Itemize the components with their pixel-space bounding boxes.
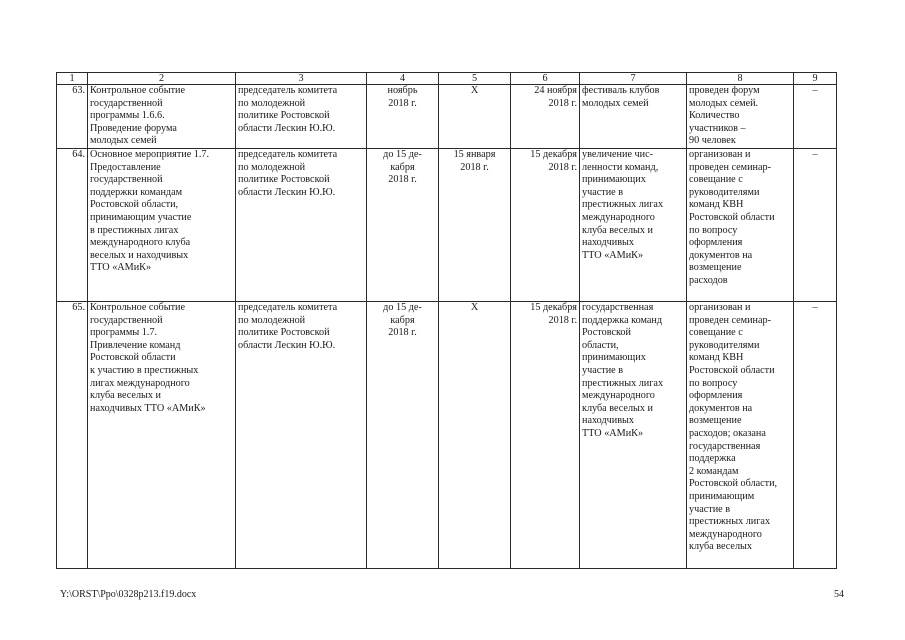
column-header: 8 (687, 73, 794, 85)
expected-result-cell: фестиваль клубов молодых семей (580, 85, 687, 149)
actual-result-cell: организован и проведен семинар- совещание с руководителями команд КВН Ростовской области по вопросу оформления документов на возмещение расходов (687, 149, 794, 302)
responsible-cell: председатель комитета по молодежной политике Ростовской области Лескин Ю.Ю. (236, 149, 367, 302)
column-header: 5 (439, 73, 511, 85)
footer-file-path: Y:\ORST\Ppo\0328p213.f19.docx (60, 589, 197, 600)
note-cell: – (794, 85, 837, 149)
row-number: 64. (57, 149, 88, 302)
start-date-cell: X (439, 302, 511, 569)
start-date-cell: X (439, 85, 511, 149)
column-header: 1 (57, 73, 88, 85)
row-number: 63. (57, 85, 88, 149)
report-table (56, 72, 837, 569)
end-date-cell: 24 ноября 2018 г. (511, 85, 580, 149)
actual-result-cell: организован и проведен семинар- совещание с руководителями команд КВН Ростовской области по вопросу оформления документов на возмещение расходов; оказана государственная поддержка 2 командам Ростовской области, принимающим участие в престижных лигах международного клуба веселых (687, 302, 794, 569)
table-header-row (57, 73, 837, 85)
note-cell: – (794, 149, 837, 302)
actual-result-cell: проведен форум молодых семей. Количество участников – 90 человек (687, 85, 794, 149)
column-header: 3 (236, 73, 367, 85)
column-header: 4 (367, 73, 439, 85)
plan-date-cell: до 15 де- кабря 2018 г. (367, 149, 439, 302)
table-row (57, 149, 837, 302)
column-header: 2 (88, 73, 236, 85)
column-header: 6 (511, 73, 580, 85)
table-row (57, 85, 837, 149)
event-cell: Контрольное событие государственной программы 1.7. Привлечение команд Ростовской области к участию в престижных лигах международного клуба веселых и находчивых ТТО «АМиК» (88, 302, 236, 569)
end-date-cell: 15 декабря 2018 г. (511, 149, 580, 302)
page-number: 54 (834, 589, 844, 600)
end-date-cell: 15 декабря 2018 г. (511, 302, 580, 569)
table-row (57, 302, 837, 569)
responsible-cell: председатель комитета по молодежной политике Ростовской области Лескин Ю.Ю. (236, 85, 367, 149)
plan-date-cell: до 15 де- кабря 2018 г. (367, 302, 439, 569)
row-number: 65. (57, 302, 88, 569)
event-cell: Контрольное событие государственной программы 1.6.6. Проведение форума молодых семей (88, 85, 236, 149)
start-date-cell: 15 января 2018 г. (439, 149, 511, 302)
note-cell: – (794, 302, 837, 569)
expected-result-cell: увеличение чис- ленности команд, принимающих участие в престижных лигах международного клуба веселых и находчивых ТТО «АМиК» (580, 149, 687, 302)
responsible-cell: председатель комитета по молодежной политике Ростовской области Лескин Ю.Ю. (236, 302, 367, 569)
plan-date-cell: ноябрь 2018 г. (367, 85, 439, 149)
expected-result-cell: государственная поддержка команд Ростовской области, принимающих участие в престижных лигах международного клуба веселых и находчивых ТТО «АМиК» (580, 302, 687, 569)
column-header: 9 (794, 73, 837, 85)
event-cell: Основное мероприятие 1.7. Предоставление государственной поддержки командам Ростовской области, принимающим участие в престижных лигах международного клуба веселых и находчивых ТТО «АМиК» (88, 149, 236, 302)
column-header: 7 (580, 73, 687, 85)
